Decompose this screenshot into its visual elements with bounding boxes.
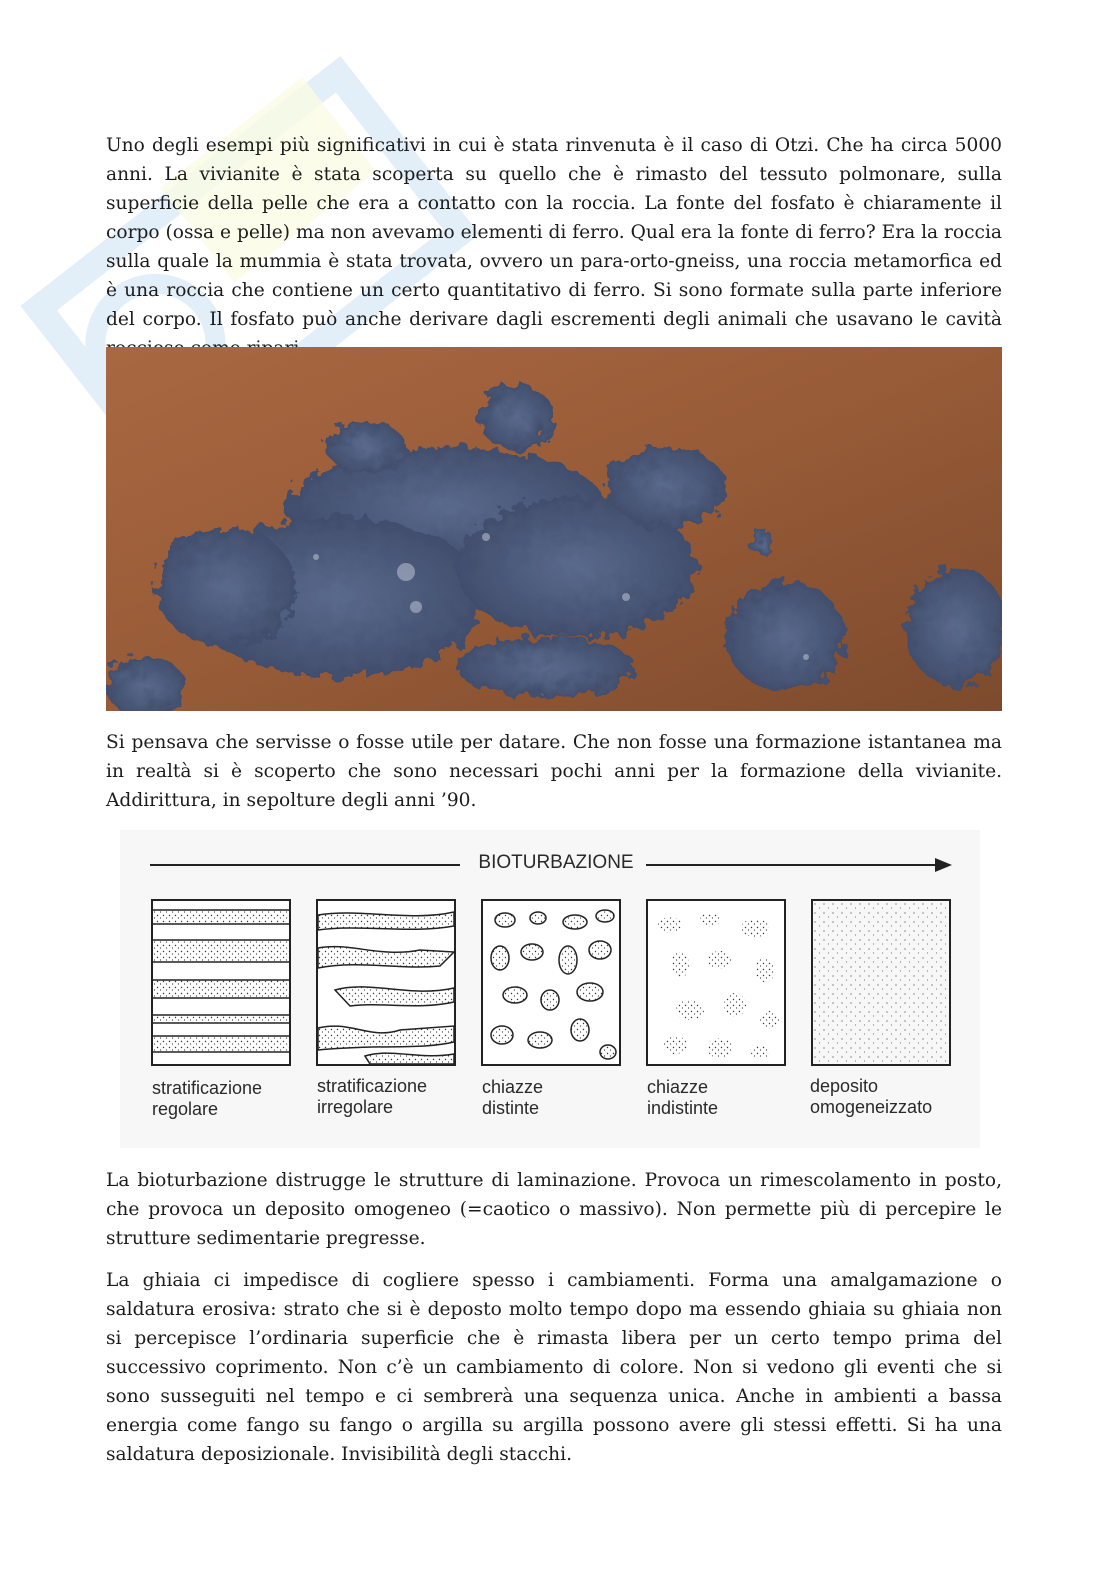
- panel-regular-stratification: [152, 900, 290, 1065]
- paragraph-otzi: Uno degli esempi più significativi in cui è stata rinvenuta è il caso di Otzi. Che ha circa 5000 anni. La vivianite è stata scoperta su quello che è rimasto del tessuto polmonare, sulla superficie della pelle che era a contatto con la roccia. La fonte del fosfato è chiaramente il corpo (ossa e pelle) ma non avevamo elementi di ferro. Qual era la fonte di ferro? Era la roccia sulla quale la mummia è stata trovata, ovvero un para-orto-gneiss, una roccia metamorfica ed è una roccia che contiene un certo quantitativo di ferro. Si sono formate sulla parte inferiore del corpo. Il fosfato può anche derivare dagli escrementi degli animali che usavano le cavità: [106, 135, 1002, 330]
- paragraph-dating: Si pensava che servisse o fosse utile per datare. Che non fosse una formazione istantanea ma in realtà si è scoperto che sono necessari pochi anni per la formazione della vivianite. Addirittura, in sepolture degli anni ’90.: [106, 732, 1002, 811]
- panel-label: stratificazione regolare: [152, 1078, 263, 1119]
- panel-irregular-stratification: [317, 900, 455, 1065]
- panel-label: stratificazione irregolare: [317, 1076, 428, 1117]
- paragraph-bioturbation: La bioturbazione distrugge le strutture di laminazione. Provoca un rimescolamento in posto, che provoca un deposito omogeneo (=caotico o massivo). Non permette più di percepire le strutture sedimentarie pregresse.: [106, 1170, 1002, 1249]
- panel-indistinct-patches: [647, 900, 785, 1065]
- paragraph-gravel: La ghiaia ci impedisce di cogliere spesso i cambiamenti. Forma una amalgamazione o saldatura erosiva: strato che si è deposto molto tempo dopo ma essendo ghiaia su ghiaia non si percepisce l’ordinaria superficie che è rimasta libera per un certo tempo prima del successivo coprimento. Non c’è un cambiamento di colore. Non si vedono gli eventi che si sono susseguiti nel tempo e ci sembrerà una sequenza unica. Anche in ambienti a bassa energia come fango su fango o argilla su argilla possono avere gli stessi effetti. Si ha una saldatura deposizionale. Invisibilità degli stacchi.: [106, 1270, 1002, 1465]
- panel-label: chiazze indistinte: [647, 1077, 719, 1118]
- panel-homogenized-deposit: [812, 900, 950, 1065]
- figure-title: BIOTURBAZIONE: [466, 852, 646, 874]
- bioturbation-figure: [120, 830, 980, 1148]
- panel-label: deposito omogeneizzato: [810, 1076, 933, 1117]
- panel-label: chiazze distinte: [482, 1077, 544, 1118]
- panel-distinct-patches: [482, 900, 620, 1065]
- vivianite-photo: [106, 347, 1002, 711]
